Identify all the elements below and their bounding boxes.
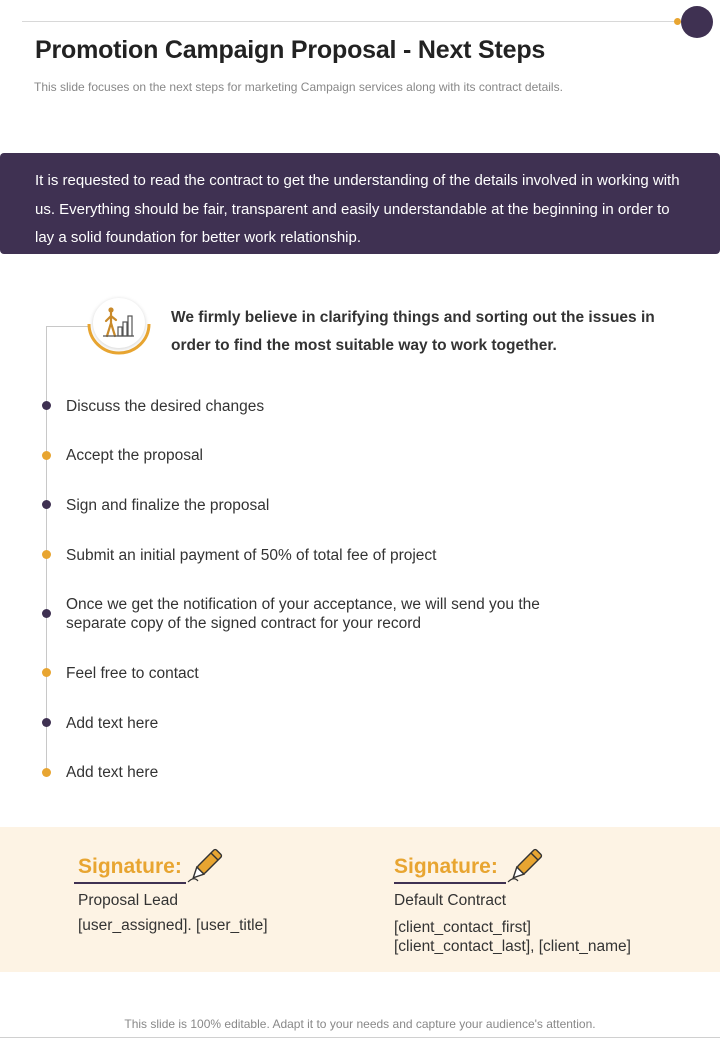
header-accent-circle [681,6,713,38]
timeline-connector [46,326,90,327]
step-bullet [42,401,51,410]
step-bullet [42,668,51,677]
signature-detail: [user_assigned]. [user_title] [78,917,268,934]
step-text-line1: Once we get the notification of your acceptance, we will send you the [66,596,540,613]
step-bullet [42,451,51,460]
signature-detail: [client_contact_first] [394,919,531,936]
signature-heading: Signature: [78,855,182,878]
top-divider [22,21,684,22]
step-text-line2: separate copy of the signed contract for your record [66,615,421,632]
signature-line [74,882,186,884]
step-text: Discuss the desired changes [66,398,265,415]
intro-banner [0,153,720,254]
lead-badge [87,293,151,355]
bottom-divider [0,1037,720,1038]
signature-section [0,827,720,972]
signature-role: Proposal Lead [78,892,178,909]
intro-banner-text: It is requested to read the contract to get the understanding of the details involved in working with us. Everything should be fair, transparent and easily understandable at the beginning in order to lay a solid foundation for better work relationship. [35,172,680,246]
page-subtitle: This slide focuses on the next steps for marketing Campaign services along with its contract details. [34,80,563,94]
step-text: Add text here [66,764,159,781]
lead-statement: We firmly believe in clarifying things and sorting out the issues in order to find the most suitable way to work together. [171,309,655,354]
person-climbing-stairs-icon [101,303,137,339]
signature-role: Default Contract [394,892,506,909]
step-text: Submit an initial payment of 50% of total fee of project [66,547,437,564]
step-bullet [42,768,51,777]
step-bullet [42,500,51,509]
step-text: Add text here [66,715,159,732]
step-bullet [42,550,51,559]
signature-detail: [client_contact_last], [client_name] [394,938,631,955]
footer-note: This slide is 100% editable. Adapt it to your needs and capture your audience's attention. [124,1017,596,1031]
header-accent-dot [674,18,681,25]
step-text: Feel free to contact [66,665,199,682]
step-bullet [42,609,51,618]
step-text: Accept the proposal [66,447,204,464]
signature-line [394,882,506,884]
step-bullet [42,718,51,727]
page-title: Promotion Campaign Proposal - Next Steps [35,36,546,64]
signature-heading: Signature: [394,855,498,878]
pen-icon [186,845,226,885]
step-text: Sign and finalize the proposal [66,497,270,514]
pen-icon [506,845,546,885]
